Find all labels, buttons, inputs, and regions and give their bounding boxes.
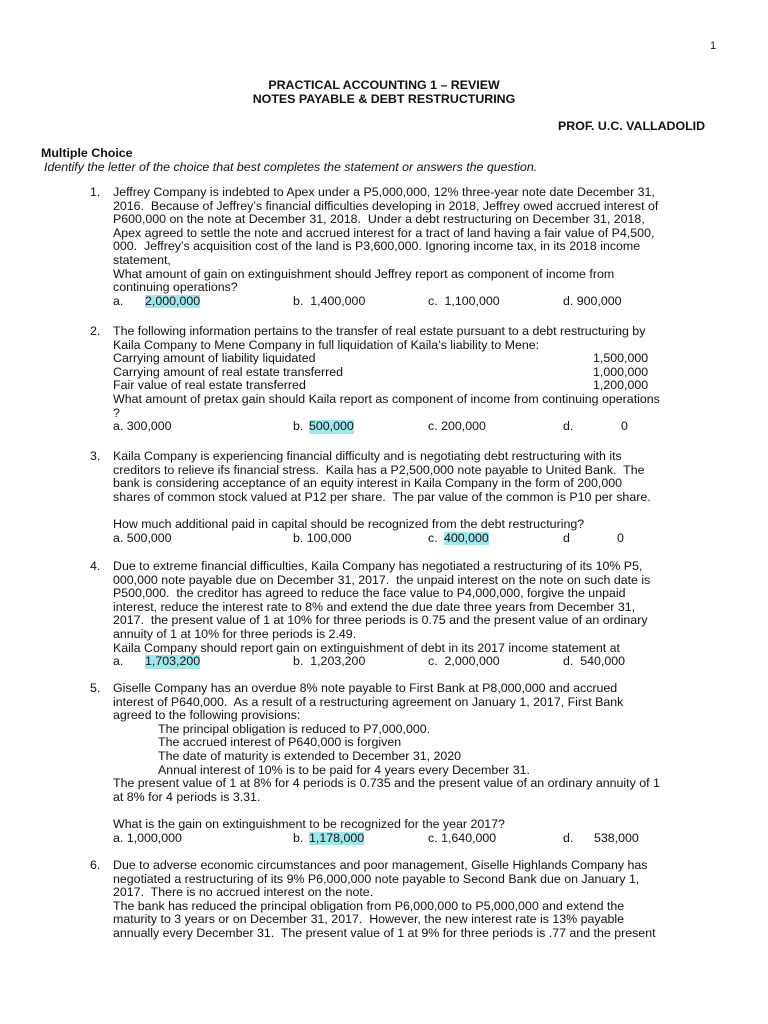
choices-row <box>113 420 726 434</box>
question-prompt: How much additional paid in capital should be recognized from the debt restructuring? <box>113 516 585 531</box>
row-label: Carrying amount of real estate transferred <box>113 364 344 379</box>
question-3 <box>90 450 726 545</box>
question-text-line: shares of common stock valued at P12 per share. The par value of the common is P10 per share. <box>113 489 651 504</box>
question-6 <box>90 859 726 941</box>
choice-a-label: a. <box>113 293 124 308</box>
choice-b: b. 1,400,000 <box>293 293 366 308</box>
instructions: Identify the letter of the choice that best completes the statement or answers the question. <box>44 160 538 174</box>
choice-a-label: a. <box>113 654 124 669</box>
question-text-line: What amount of gain on extinguishment should Jeffrey report as component of income from <box>113 266 615 281</box>
question-text-line: annually every December 31. The present value of 1 at 9% for three periods is .77 and the present <box>113 925 656 940</box>
question-number: 3. <box>90 449 101 463</box>
question-text-line: Kaila Company should report gain on extinguishment of debt in its 2017 income statement at <box>113 640 620 655</box>
question-text-line: P500,000. the creditor has agreed to reduce the face value to P4,000,000, forgive the unpaid <box>113 586 626 601</box>
question-text-line: negotiated a restructuring of its 9% P6,000,000 note payable to Second Bank due on January 1, <box>113 871 640 886</box>
choice-a: a. 500,000 <box>113 530 172 545</box>
question-text-line: Due to extreme financial difficulties, Kaila Company has negotiated a restructuring of its 10% P5, <box>113 559 643 573</box>
document-subtitle: NOTES PAYABLE & DEBT RESTRUCTURING <box>252 92 516 106</box>
row-label: Carrying amount of liability liquidated <box>113 351 316 366</box>
question-text-line: bank is considering acceptance of an equity interest in Kaila Company in the form of 200,000 <box>113 476 623 491</box>
question-text-line: P600,000 on the note at December 31, 2018. Under a debt restructuring on December 31, 2018, <box>113 212 645 227</box>
question-text-line: Due to adverse economic circumstances and poor management, Giselle Highlands Company has <box>113 858 648 872</box>
choice-d-value: 538,000 <box>594 830 639 845</box>
choice-d-label: d. <box>563 419 574 434</box>
choice-c-label: c. <box>428 530 438 545</box>
choice-b: b. 100,000 <box>293 530 352 545</box>
question-text-line: creditors to relieve ifs financial stress. Kaila has a P2,500,000 note payable to United Bank. The <box>113 462 645 477</box>
question-text-line: What amount of pretax gain should Kaila report as component of income from continuing operations <box>113 391 660 406</box>
row-value: 1,000,000 <box>593 364 649 379</box>
choice-c-answer: 400,000 <box>444 530 489 545</box>
question-text-line: maturity to 3 years or on December 31, 2017. However, the new interest rate is 13% payable <box>113 912 625 927</box>
question-4 <box>90 560 726 669</box>
choice-c: c. 2,000,000 <box>428 654 500 669</box>
question-number: 2. <box>90 324 101 338</box>
choices-row <box>113 295 726 309</box>
question-text-line: 000,000 note payable due on December 31, 2017. the unpaid interest on the note on such date is <box>113 572 651 587</box>
data-table-row <box>113 352 726 366</box>
choice-c: c. 200,000 <box>428 419 486 434</box>
question-text-line: 2017. There is no accrued interest on the note. <box>113 885 374 900</box>
question-text-line: 2017. the present value of 1 at 10% for three periods is 0.75 and the present value of an ordinary <box>113 613 648 628</box>
choice-d-value: 0 <box>621 419 628 434</box>
question-text-line: Apex agreed to settle the note and accrued interest for a tract of land having a fair value of P4,500, <box>113 225 655 240</box>
choice-b-answer: 1,178,000 <box>309 830 365 845</box>
choice-b-label: b. <box>293 830 304 845</box>
question-number: 6. <box>90 858 101 872</box>
choice-b: b. 1,203,200 <box>293 654 366 669</box>
choice-c: c. 1,640,000 <box>428 830 497 845</box>
question-prompt: What is the gain on extinguishment to be recognized for the year 2017? <box>113 816 505 831</box>
provision-item: The accrued interest of P640,000 is forgiven <box>158 735 402 750</box>
choice-d-label: d <box>563 530 570 545</box>
data-table-row <box>113 366 726 380</box>
question-text-line: at 8% for 4 periods is 3.31. <box>113 789 261 804</box>
question-text-line: ? <box>113 405 120 420</box>
document-title: PRACTICAL ACCOUNTING 1 – REVIEW <box>268 78 500 92</box>
question-text-line: annuity of 1 at 10% for three periods is 2.49. <box>113 626 357 641</box>
question-text-line: 2016. Because of Jeffrey’s financial difficulties developing in 2018, Jeffrey owed accrued interest of <box>113 198 659 213</box>
choice-c: c. 1,100,000 <box>428 293 500 308</box>
question-2 <box>90 325 726 434</box>
question-number: 1. <box>90 185 101 199</box>
row-label: Fair value of real estate transferred <box>113 378 306 393</box>
data-table-row <box>113 379 726 393</box>
question-text-line: agreed to the following provisions: <box>113 708 301 723</box>
question-text-line: interest of P640,000. As a result of a restructuring agreement on January 1, 2017, First Bank <box>113 694 624 709</box>
question-text-line: 000. Jeffrey’s acquisition cost of the land is P3,600,000. Ignoring income tax, in its 2018 income <box>113 239 641 254</box>
row-value: 1,200,000 <box>593 378 649 393</box>
choice-d-value: 0 <box>617 530 624 545</box>
choice-b-label: b. <box>293 419 304 434</box>
question-text-line: interest, reduce the interest rate to 8% and extend the due date three years from December 31, <box>113 599 636 614</box>
question-text-line: Jeffrey Company is indebted to Apex under a P5,000,000, 12% three-year note date December 31, <box>113 185 655 199</box>
question-text-line: The present value of 1 at 8% for 4 periods is 0.735 and the present value of an ordinary annuity of 1 <box>113 776 660 791</box>
professor-name: PROF. U.C. VALLADOLID <box>558 119 706 133</box>
choice-a-answer: 2,000,000 <box>145 293 201 308</box>
provision-item: Annual interest of 10% is to be paid for 4 years every December 31. <box>158 762 530 777</box>
provision-item: The date of maturity is extended to December 31, 2020 <box>158 748 462 763</box>
choice-a: a. 1,000,000 <box>113 830 182 845</box>
provision-item: The principal obligation is reduced to P7,000,000. <box>158 721 431 736</box>
choice-a-answer: 1,703,200 <box>145 654 201 669</box>
choice-d: d. 900,000 <box>563 293 622 308</box>
question-number: 5. <box>90 681 101 695</box>
question-5 <box>90 682 726 845</box>
choices-row <box>113 532 726 546</box>
question-number: 4. <box>90 559 101 573</box>
question-text-line: The following information pertains to the transfer of real estate pursuant to a debt restructuring by <box>113 324 646 338</box>
question-text-line: The bank has reduced the principal obligation from P6,000,000 to P5,000,000 and extend the <box>113 898 625 913</box>
row-value: 1,500,000 <box>593 351 649 366</box>
section-heading: Multiple Choice <box>41 146 133 160</box>
choice-b-answer: 500,000 <box>309 419 354 434</box>
question-text-line: Kaila Company is experiencing financial difficulty and is negotiating debt restructuring with its <box>113 449 622 463</box>
question-text-line: Kaila Company to Mene Company in full liquidation of Kaila’s liability to Mene: <box>113 337 540 352</box>
question-text-line: Giselle Company has an overdue 8% note payable to First Bank at P8,000,000 and accrued <box>113 681 618 695</box>
choices-row <box>113 832 726 846</box>
page-number: 1 <box>710 40 717 52</box>
choice-a: a. 300,000 <box>113 419 172 434</box>
choice-d: d. 540,000 <box>563 654 626 669</box>
choices-row <box>113 655 726 669</box>
question-1 <box>90 186 726 308</box>
choice-d-label: d. <box>563 830 574 845</box>
question-text-line: continuing operations? <box>113 280 238 295</box>
question-text-line: statement, <box>113 252 171 267</box>
